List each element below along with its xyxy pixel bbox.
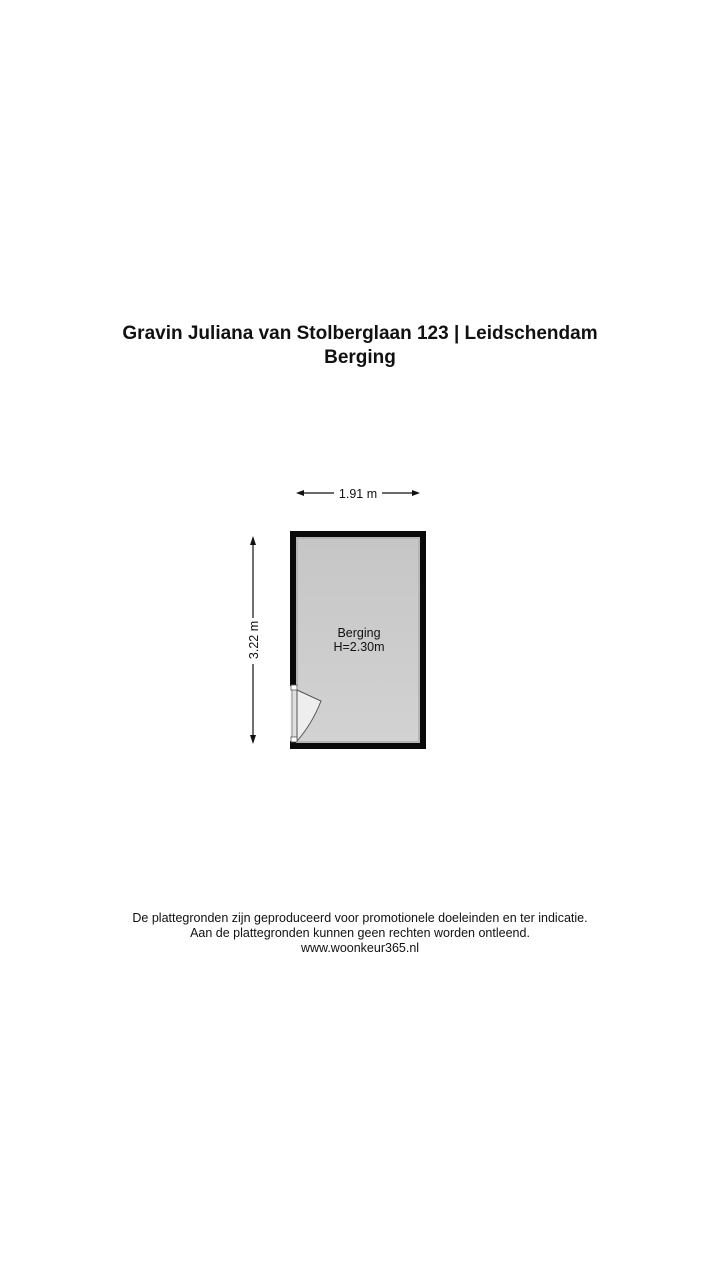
door-hinge-top [291,685,297,690]
height-label: 3.22 m [247,620,261,660]
address-title: Gravin Juliana van Stolberglaan 123 | Leidschendam [122,323,598,344]
width-label: 1.91 m [338,487,378,501]
width-arrow-left [296,490,304,496]
width-dimension [296,487,420,501]
height-dimension [247,536,261,744]
height-arrow-bottom [250,735,256,744]
disclaimer [0,911,720,956]
door-hinge-bottom [291,737,297,742]
website-link: www.woonkeur365.nl [300,941,420,955]
height-arrow-top [250,536,256,545]
room-name: Berging [337,626,381,640]
width-arrow-right [412,490,420,496]
floor-title: Berging [324,347,396,368]
door-leaf [292,686,297,741]
room-height: H=2.30m [333,640,385,654]
disclaimer-line-2: Aan de plattegronden kunnen geen rechten worden ontleend. [190,926,530,940]
disclaimer-line-1: De plattegronden zijn geproduceerd voor promotionele doeleinden en ter indicatie. [132,911,588,925]
